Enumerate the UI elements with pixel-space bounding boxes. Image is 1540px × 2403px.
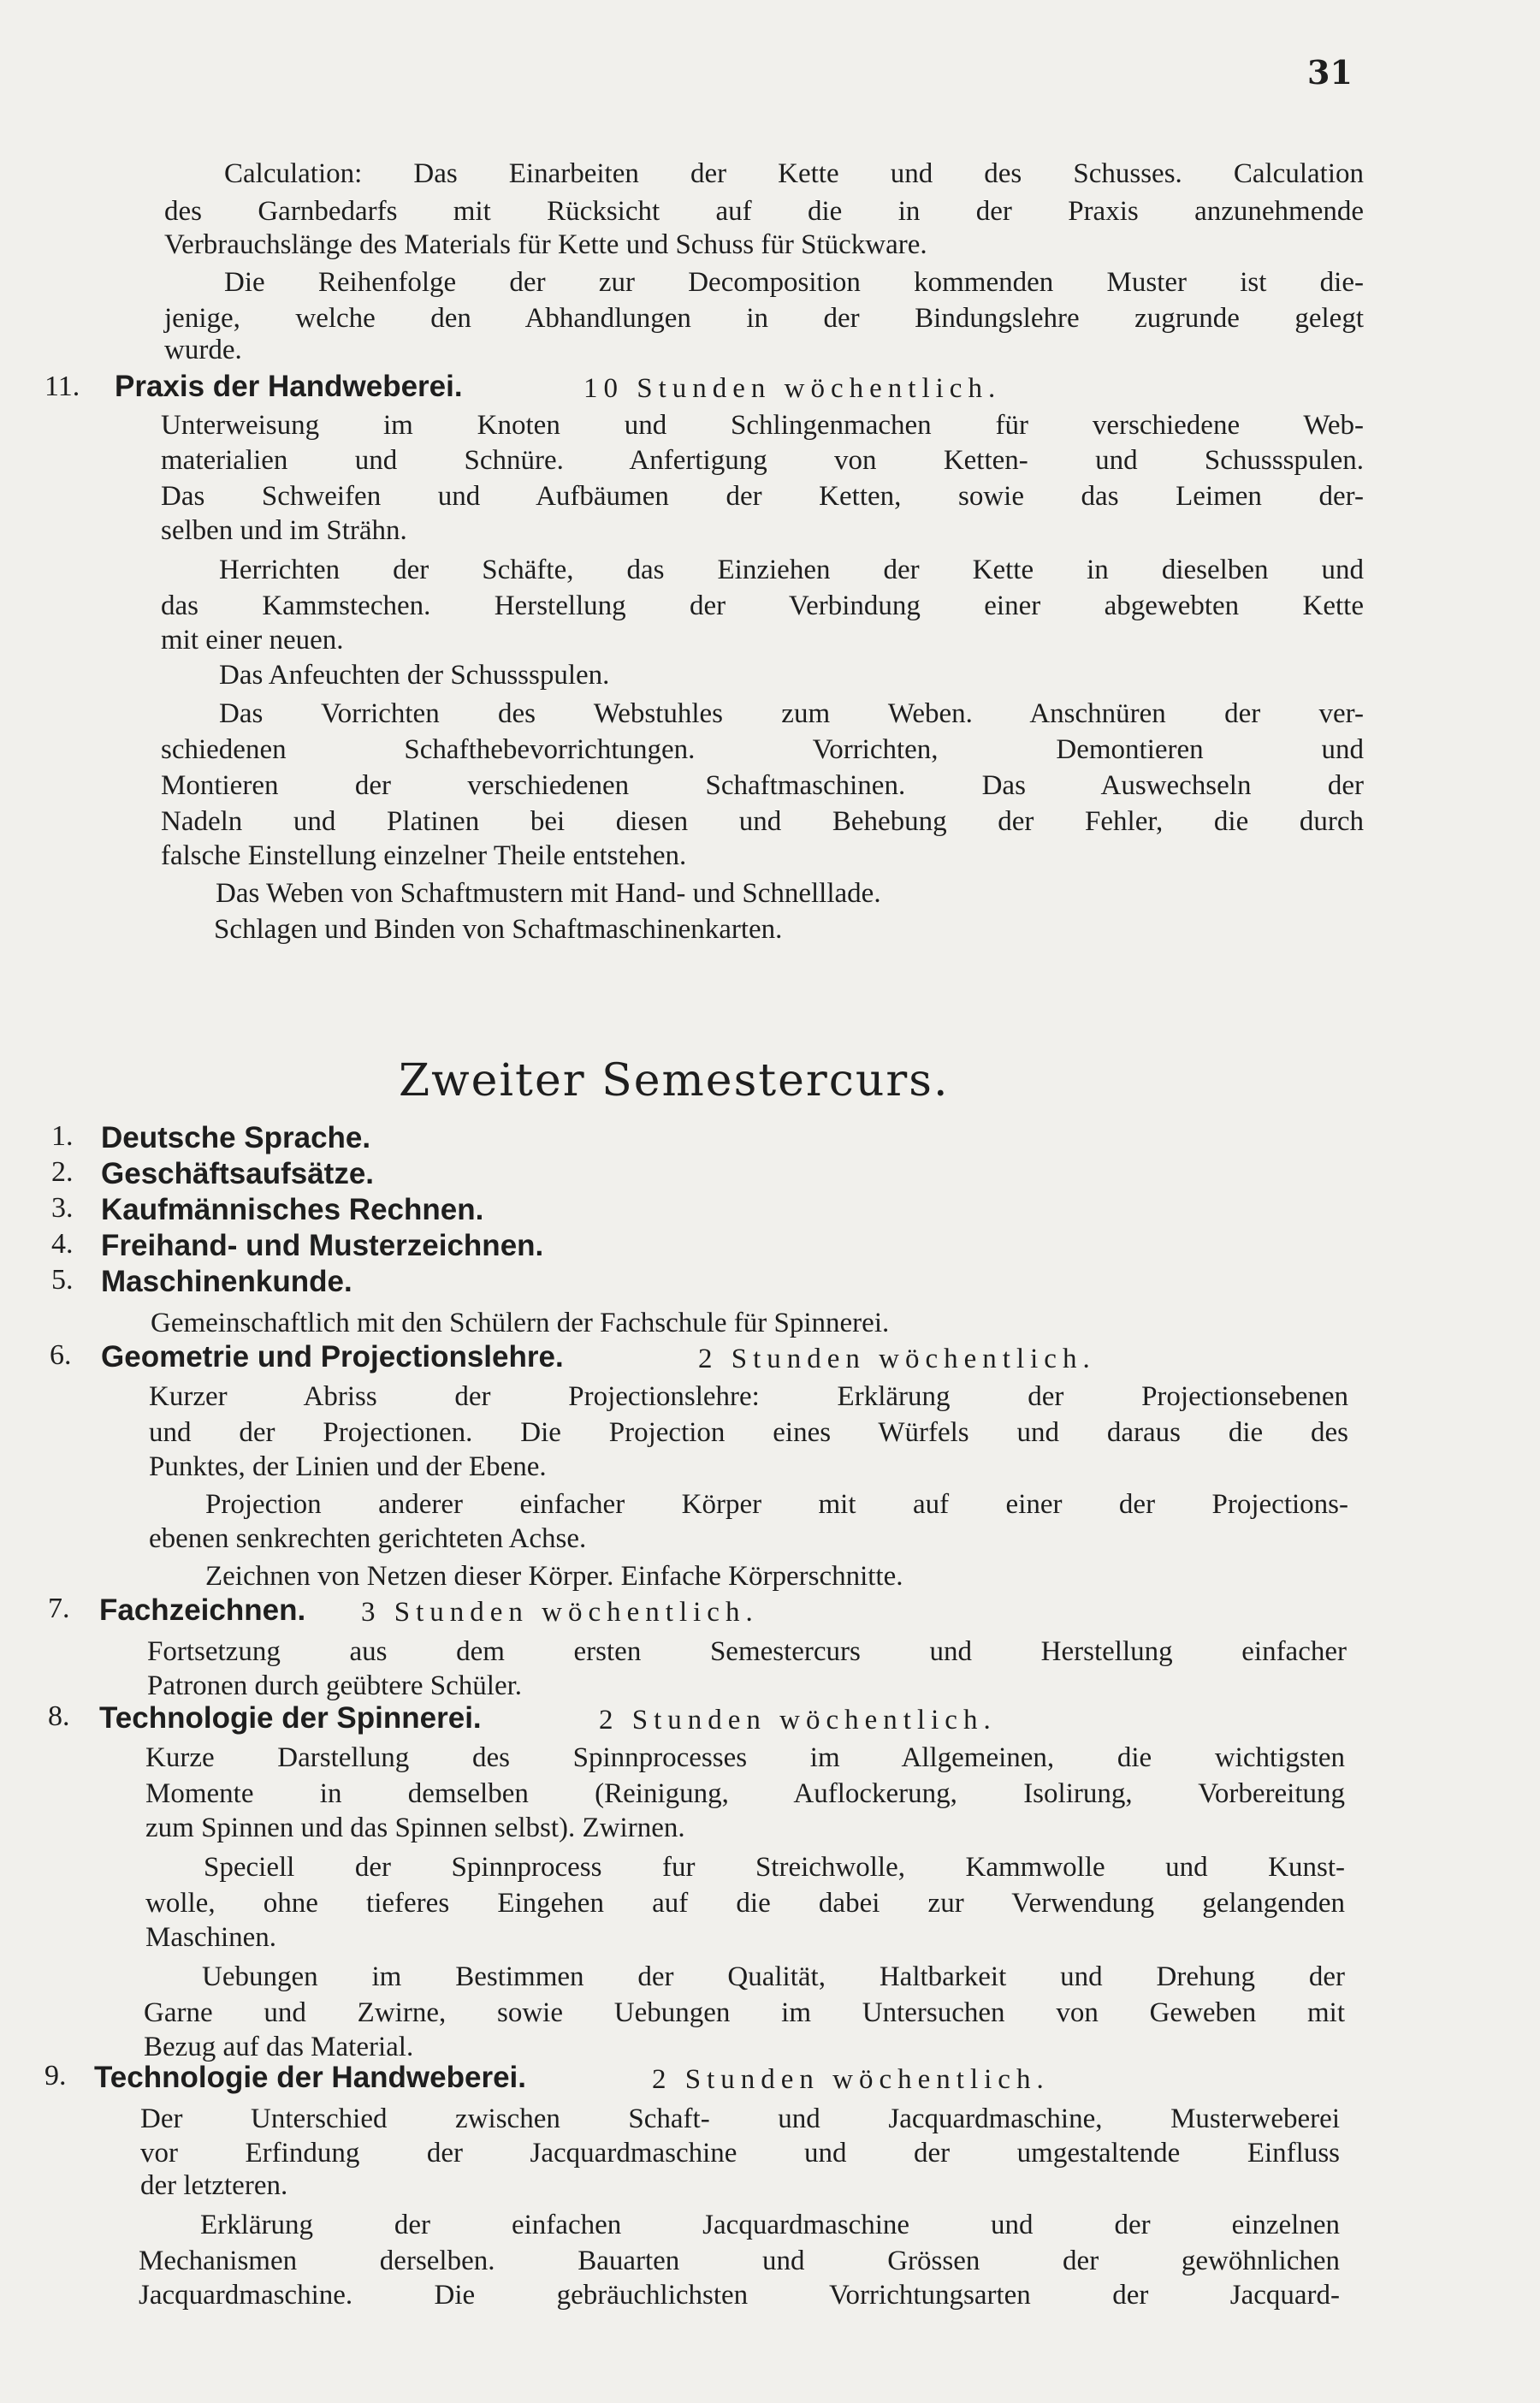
- text-line: Die Reihenfolge der zur Decomposition kommenden Muster ist die-: [224, 267, 1364, 298]
- text-line: schiedenen Schafthebevorrichtungen. Vorrichten, Demontieren und: [161, 734, 1364, 765]
- text-line: Nadeln und Platinen bei diesen und Behebung der Fehler, die durch: [161, 806, 1364, 837]
- course-title: Technologie der Spinnerei.: [99, 1701, 482, 1735]
- text-line: falsche Einstellung einzelner Theile entstehen.: [161, 840, 687, 871]
- text-line: und der Projectionen. Die Projection eines Würfels und daraus die des: [149, 1417, 1348, 1448]
- text-line: der letzteren.: [140, 2170, 288, 2201]
- course-hours: 3 Stunden wöchentlich.: [361, 1597, 759, 1628]
- text-line: Das Weben von Schaftmustern mit Hand- und Schnelllade.: [216, 878, 881, 909]
- page-number: 31: [1307, 53, 1353, 92]
- text-line: Uebungen im Bestimmen der Qualität, Haltbarkeit und Drehung der: [202, 1961, 1345, 1992]
- text-line: ebenen senkrechten gerichteten Achse.: [149, 1523, 587, 1554]
- text-line: Verbrauchslänge des Materials für Kette und Schuss für Stückware.: [164, 229, 927, 260]
- text-line: des Garnbedarfs mit Rücksicht auf die in der Praxis anzunehmende: [164, 196, 1364, 227]
- text-line: mit einer neuen.: [161, 625, 344, 656]
- item-number: 11.: [44, 371, 80, 402]
- course-title: Kaufmännisches Rechnen.: [101, 1193, 484, 1226]
- course-hours: 2 Stunden wöchentlich.: [698, 1344, 1096, 1374]
- text-line: Bezug auf das Material.: [144, 2032, 414, 2062]
- text-line: selben und im Strähn.: [161, 515, 407, 546]
- text-line: Patronen durch geübtere Schüler.: [147, 1670, 523, 1701]
- course-hours: 2 Stunden wöchentlich.: [652, 2064, 1050, 2095]
- course-title: Praxis der Handweberei.: [115, 370, 463, 403]
- text-line: Calculation: Das Einarbeiten der Kette und des Schusses. Calculation: [224, 158, 1364, 189]
- item-number: 2.: [51, 1156, 74, 1188]
- item-number: 7.: [48, 1593, 70, 1624]
- text-line: Fortsetzung aus dem ersten Semestercurs und Herstellung einfacher: [147, 1636, 1347, 1667]
- course-title: Technologie der Handweberei.: [94, 2061, 527, 2094]
- text-line: Mechanismen derselben. Bauarten und Grössen der gewöhnlichen: [139, 2246, 1340, 2276]
- text-line: Montieren der verschiedenen Schaftmaschinen. Das Auswechseln der: [161, 770, 1364, 801]
- text-line: Unterweisung im Knoten und Schlingenmachen für verschiedene Web-: [161, 410, 1364, 441]
- item-number: 5.: [51, 1264, 74, 1296]
- course-title: Geschäftsaufsätze.: [101, 1157, 375, 1190]
- course-hours: 10 Stunden wöchentlich.: [583, 373, 1002, 404]
- text-line: Das Schweifen und Aufbäumen der Ketten, sowie das Leimen der-: [161, 481, 1364, 512]
- text-line: Das Anfeuchten der Schussspulen.: [219, 660, 610, 691]
- course-title: Fachzeichnen.: [99, 1593, 306, 1627]
- course-title: Maschinenkunde.: [101, 1265, 352, 1298]
- item-number: 6.: [50, 1339, 72, 1371]
- text-line: materialien und Schnüre. Anfertigung von Ketten- und Schussspulen.: [161, 445, 1364, 476]
- course-title: Deutsche Sprache.: [101, 1121, 371, 1154]
- text-line: wurde.: [164, 335, 242, 365]
- text-line: Zeichnen von Netzen dieser Körper. Einfache Körperschnitte.: [205, 1561, 903, 1592]
- item-number: 3.: [51, 1192, 74, 1224]
- text-line: vor Erfindung der Jacquardmaschine und der umgestaltende Einfluss: [140, 2138, 1340, 2169]
- course-note: Gemeinschaftlich mit den Schülern der Fachschule für Spinnerei.: [151, 1308, 890, 1338]
- text-line: Projection anderer einfacher Körper mit auf einer der Projections-: [205, 1489, 1348, 1520]
- item-number: 9.: [44, 2060, 67, 2092]
- item-number: 4.: [51, 1228, 74, 1260]
- text-line: das Kammstechen. Herstellung der Verbindung einer abgewebten Kette: [161, 590, 1364, 621]
- text-line: Das Vorrichten des Webstuhles zum Weben. Anschnüren der ver-: [219, 698, 1364, 729]
- course-title: Geometrie und Projectionslehre.: [101, 1340, 564, 1374]
- item-number: 8.: [48, 1700, 70, 1732]
- course-hours: 2 Stunden wöchentlich.: [599, 1705, 997, 1736]
- text-line: Kurzer Abriss der Projectionslehre: Erklärung der Projectionsebenen: [149, 1381, 1348, 1412]
- text-line: wolle, ohne tieferes Eingehen auf die dabei zur Verwendung gelangenden: [145, 1888, 1345, 1919]
- text-line: Jacquardmaschine. Die gebräuchlichsten Vorrichtungsarten der Jacquard-: [139, 2280, 1340, 2311]
- text-line: Garne und Zwirne, sowie Uebungen im Untersuchen von Geweben mit: [144, 1997, 1345, 2028]
- text-line: Herrichten der Schäfte, das Einziehen der Kette in dieselben und: [219, 555, 1364, 585]
- text-line: Der Unterschied zwischen Schaft- und Jacquardmaschine, Musterweberei: [140, 2103, 1340, 2134]
- text-line: Speciell der Spinnprocess fur Streichwolle, Kammwolle und Kunst-: [204, 1852, 1345, 1883]
- text-line: Schlagen und Binden von Schaftmaschinenkarten.: [214, 914, 783, 945]
- text-line: zum Spinnen und das Spinnen selbst). Zwirnen.: [145, 1813, 685, 1843]
- text-line: Maschinen.: [145, 1922, 277, 1953]
- text-line: Momente in demselben (Reinigung, Auflockerung, Isolirung, Vorbereitung: [145, 1778, 1345, 1809]
- item-number: 1.: [51, 1120, 74, 1152]
- section-title: Zweiter Semestercurs.: [399, 1055, 950, 1107]
- text-line: jenige, welche den Abhandlungen in der Bindungslehre zugrunde gelegt: [164, 303, 1364, 334]
- text-line: Erklärung der einfachen Jacquardmaschine und der einzelnen: [200, 2210, 1340, 2240]
- text-line: Punktes, der Linien und der Ebene.: [149, 1451, 547, 1482]
- text-line: Kurze Darstellung des Spinnprocesses im Allgemeinen, die wichtigsten: [145, 1742, 1345, 1773]
- course-title: Freihand- und Musterzeichnen.: [101, 1229, 544, 1262]
